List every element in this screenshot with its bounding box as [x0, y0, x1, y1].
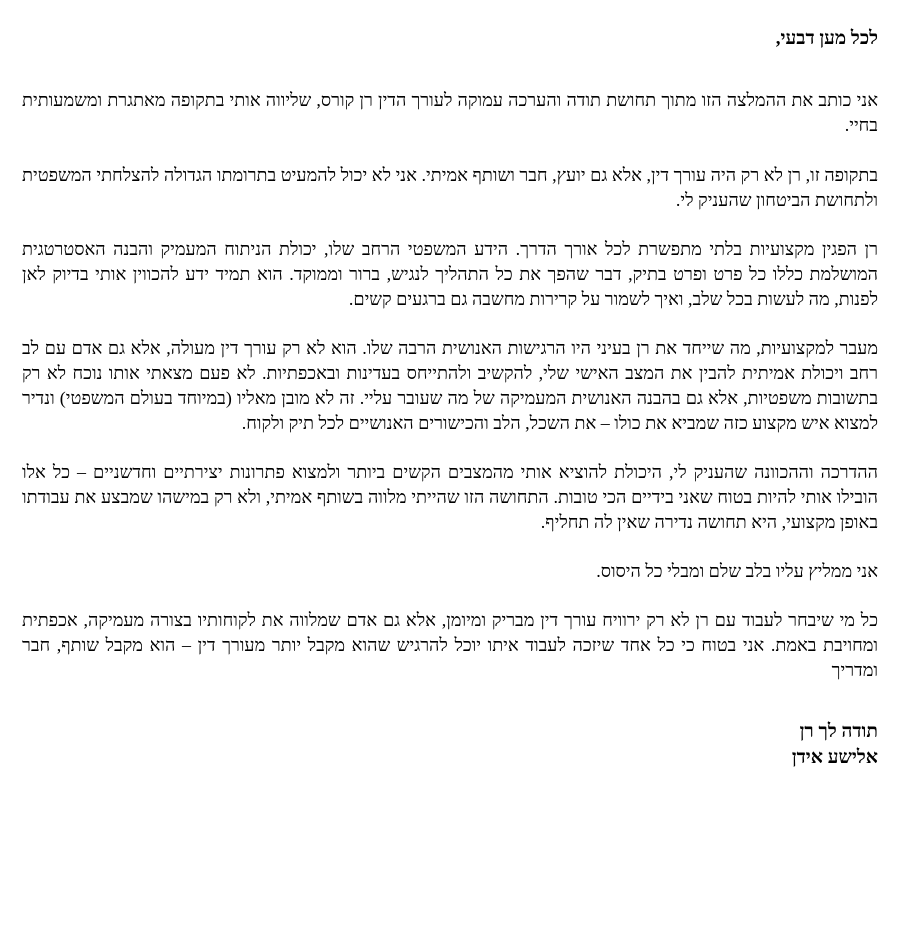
paragraph-recommendation: אני ממליץ עליו בלב שלם ומבלי כל היסוס. — [596, 561, 878, 581]
salutation: לכל מען דבעי, — [775, 28, 878, 49]
paragraph-intro: אני כותב את ההמלצה הזו מתוך תחושת תודה והערכה עמוקה לעורך הדין רן קורס, שליווה אותי בתקופה מאתגרת ומשמעותית בחיי. — [22, 90, 878, 135]
paragraph-guidance: ההדרכה וההכוונה שהעניק לי, היכולת להוציא אותי מהמצבים הקשים ביותר ולמצוא פתרונות יצירתיים וחדשניים – כל אלו הובילו אותי להיות בטוח שאני בידיים הכי טובות. התחושה הזו שהייתי מלווה בשותף אמיתי, ולא רק במישהו שמבצע את עבודתו באופן מקצועי, היא תחושה נדירה שאין לה תחליף. — [22, 462, 878, 532]
paragraph-sensitivity: מעבר למקצועיות, מה שייחד את רן בעיני היו הרגישות האנושית הרבה שלו. הוא לא רק עורך דין מעולה, אלא גם אדם עם לב רחב ויכולת אמיתית להבין את המצב האישי שלי, להקשיב ולהתייחס בעדינות ובאכפתיות. לא פעם מצאתי אותו נוכח לא רק בתשובות משפטיות, אלא גם בהבנה האנושית המעמיקה של מה שעובר עליי. זה לא מובן מאליו (במיוחד בעולם המשפטי) ונדיר למצוא איש מקצוע כזה שמביא את כולו – את השכל, הלב והכישורים האנושיים לכל תיק ולקוח. — [22, 338, 878, 433]
signature: אלישע אידן — [791, 747, 878, 768]
closing-line: תודה לך רן — [799, 721, 878, 742]
paragraph-period: בתקופה זו, רן לא רק היה עורך דין, אלא גם יועץ, חבר ושותף אמיתי. אני לא יכול להמעיט בתרומתו הגדולה להצלחתי המשפטית ולתחושת הביטחון שהעניק לי. — [22, 165, 878, 210]
paragraph-conclusion: כל מי שיבחר לעבוד עם רן לא רק ירוויח עורך דין מבריק ומיומן, אלא גם אדם שמלווה את לקוחותיו בצורה מעמיקה, אכפתית ומחויבת באמת. אני בטוח כי כל אחד שיזכה לעבוד איתו יוכל להרגיש שהוא מקבל יותר מעורך דין – הוא מקבל שותף, חבר ומדריך — [22, 610, 878, 680]
paragraph-professionalism: רן הפגין מקצועיות בלתי מתפשרת לכל אורך הדרך. הידע המשפטי הרחב שלו, יכולת הניתוח המעמיק והבנה האסטרטגית המושלמת כללו כל פרט ופרט בתיק, דבר שהפך את כל התהליך לנגיש, ברור וממוקד. הוא תמיד ידע להכווין אותי בדיוק לאן לפנות, מה לעשות בכל שלב, ואיך לשמור על קרירות מחשבה גם ברגעים קשים. — [22, 239, 878, 309]
